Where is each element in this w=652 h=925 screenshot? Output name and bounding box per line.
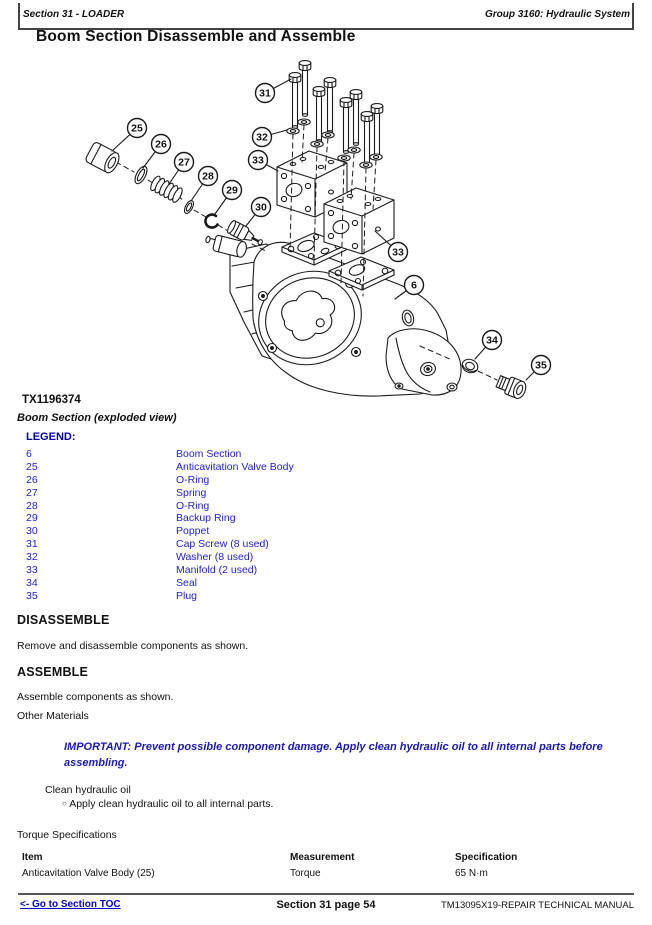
legend-row <box>26 487 446 500</box>
legend-list <box>26 448 446 603</box>
o-ring-26 <box>133 164 150 185</box>
disassemble-heading: DISASSEMBLE <box>17 613 110 627</box>
legend-num: 6 <box>26 448 32 460</box>
svg-text:6: 6 <box>411 279 417 292</box>
callout-29 <box>223 181 242 200</box>
legend-desc: O-Ring <box>176 473 210 486</box>
callout-31 <box>256 84 275 103</box>
svg-text:30: 30 <box>255 201 267 214</box>
svg-text:27: 27 <box>178 156 190 169</box>
svg-text:28: 28 <box>202 170 214 183</box>
legend-desc: Cap Screw (8 used) <box>176 538 269 551</box>
legend-row <box>26 500 446 513</box>
footer-rule <box>18 893 634 895</box>
legend-row <box>26 577 446 590</box>
exploded-view-diagram <box>0 0 652 400</box>
callout-26 <box>152 135 171 154</box>
torque-row-item: Anticavitation Valve Body (25) <box>22 868 155 879</box>
legend-row <box>26 564 446 577</box>
legend-row <box>26 474 446 487</box>
footer-page-number: Section 31 page 54 <box>276 899 376 911</box>
material-step-text: Apply clean hydraulic oil to all internal parts. <box>69 798 274 810</box>
disassemble-text: Remove and disassemble components as shown. <box>17 640 249 652</box>
svg-text:25: 25 <box>131 122 143 135</box>
torque-col-measurement: Measurement <box>290 852 355 863</box>
callout-28 <box>199 167 218 186</box>
legend-desc: Anticavitation Valve Body <box>176 460 294 473</box>
svg-text:31: 31 <box>259 87 271 100</box>
o-ring-28 <box>183 199 196 215</box>
torque-title: Torque Specifications <box>17 829 117 841</box>
svg-text:32: 32 <box>256 131 268 144</box>
assemble-text: Assemble components as shown. <box>17 691 174 703</box>
svg-text:34: 34 <box>486 334 498 347</box>
footer-manual-id: TM13095X19-REPAIR TECHNICAL MANUAL <box>440 900 634 911</box>
legend-num: 28 <box>26 499 38 512</box>
callout-34 <box>483 331 502 350</box>
legend-row <box>26 461 446 474</box>
torque-col-specification: Specification <box>455 852 518 863</box>
legend-row <box>26 590 446 603</box>
legend-num: 34 <box>26 576 38 589</box>
legend-num: 30 <box>26 525 38 538</box>
figure-caption: Boom Section (exploded view) <box>17 412 177 424</box>
header-group: Group 3160: Hydraulic System <box>484 9 630 20</box>
svg-text:33: 33 <box>252 154 264 167</box>
legend-row <box>26 448 446 461</box>
legend-row <box>26 512 446 525</box>
toc-link[interactable]: <- Go to Section TOC <box>20 899 121 910</box>
page-title: Boom Section Disassemble and Assemble <box>36 28 356 45</box>
legend-num: 27 <box>26 486 38 499</box>
spring-27 <box>149 175 184 204</box>
legend-num: 32 <box>26 551 38 564</box>
legend-row <box>26 525 446 538</box>
cap-screws <box>289 61 383 168</box>
callout-30 <box>252 198 271 217</box>
legend-title: LEGEND: <box>26 431 76 443</box>
legend-num: 29 <box>26 512 38 525</box>
torque-row-measurement: Torque <box>290 868 321 879</box>
figure-id: TX1196374 <box>22 394 81 406</box>
callout-35 <box>532 356 551 375</box>
callout-6 <box>405 276 424 295</box>
header-section: Section 31 - LOADER <box>23 9 125 20</box>
backup-ring-29 <box>205 215 217 228</box>
legend-num: 26 <box>26 473 38 486</box>
callout-32 <box>253 128 272 147</box>
bullet-icon: ○ <box>62 799 67 808</box>
legend-num: 35 <box>26 589 38 602</box>
legend-row <box>26 538 446 551</box>
legend-desc: Spring <box>176 486 207 499</box>
boom-section-body <box>204 233 461 396</box>
legend-desc: Washer (8 used) <box>176 551 254 564</box>
svg-text:29: 29 <box>226 184 238 197</box>
torque-row-specification: 65 N·m <box>455 868 488 879</box>
legend-desc: Backup Ring <box>176 512 236 525</box>
legend-num: 25 <box>26 460 38 473</box>
legend-desc: Manifold (2 used) <box>176 564 258 577</box>
seal-34 <box>460 357 480 375</box>
material-step <box>62 798 273 810</box>
legend-desc: Plug <box>176 589 198 602</box>
anticavitation-valve-body-25 <box>85 141 122 175</box>
svg-text:35: 35 <box>535 359 547 372</box>
important-note: IMPORTANT: Prevent possible component damage. Apply clean hydraulic oil to all internal parts before assembling. <box>64 741 603 769</box>
legend-num: 31 <box>26 538 38 551</box>
torque-col-item: Item <box>22 852 43 863</box>
legend-desc: Boom Section <box>176 448 242 460</box>
callout-33-left <box>249 151 268 170</box>
plug-35 <box>495 373 528 400</box>
svg-text:33: 33 <box>392 246 404 259</box>
material-name: Clean hydraulic oil <box>45 784 131 796</box>
legend-num: 33 <box>26 564 38 577</box>
legend-row <box>26 551 446 564</box>
callout-25 <box>128 119 147 138</box>
legend-desc: Poppet <box>176 525 210 538</box>
callout-27 <box>175 153 194 172</box>
svg-text:26: 26 <box>155 138 167 151</box>
callout-33-right <box>389 243 408 262</box>
assemble-heading: ASSEMBLE <box>17 665 89 679</box>
legend-desc: O-Ring <box>176 499 210 512</box>
other-materials-label: Other Materials <box>17 710 89 722</box>
legend-desc: Seal <box>176 576 198 589</box>
